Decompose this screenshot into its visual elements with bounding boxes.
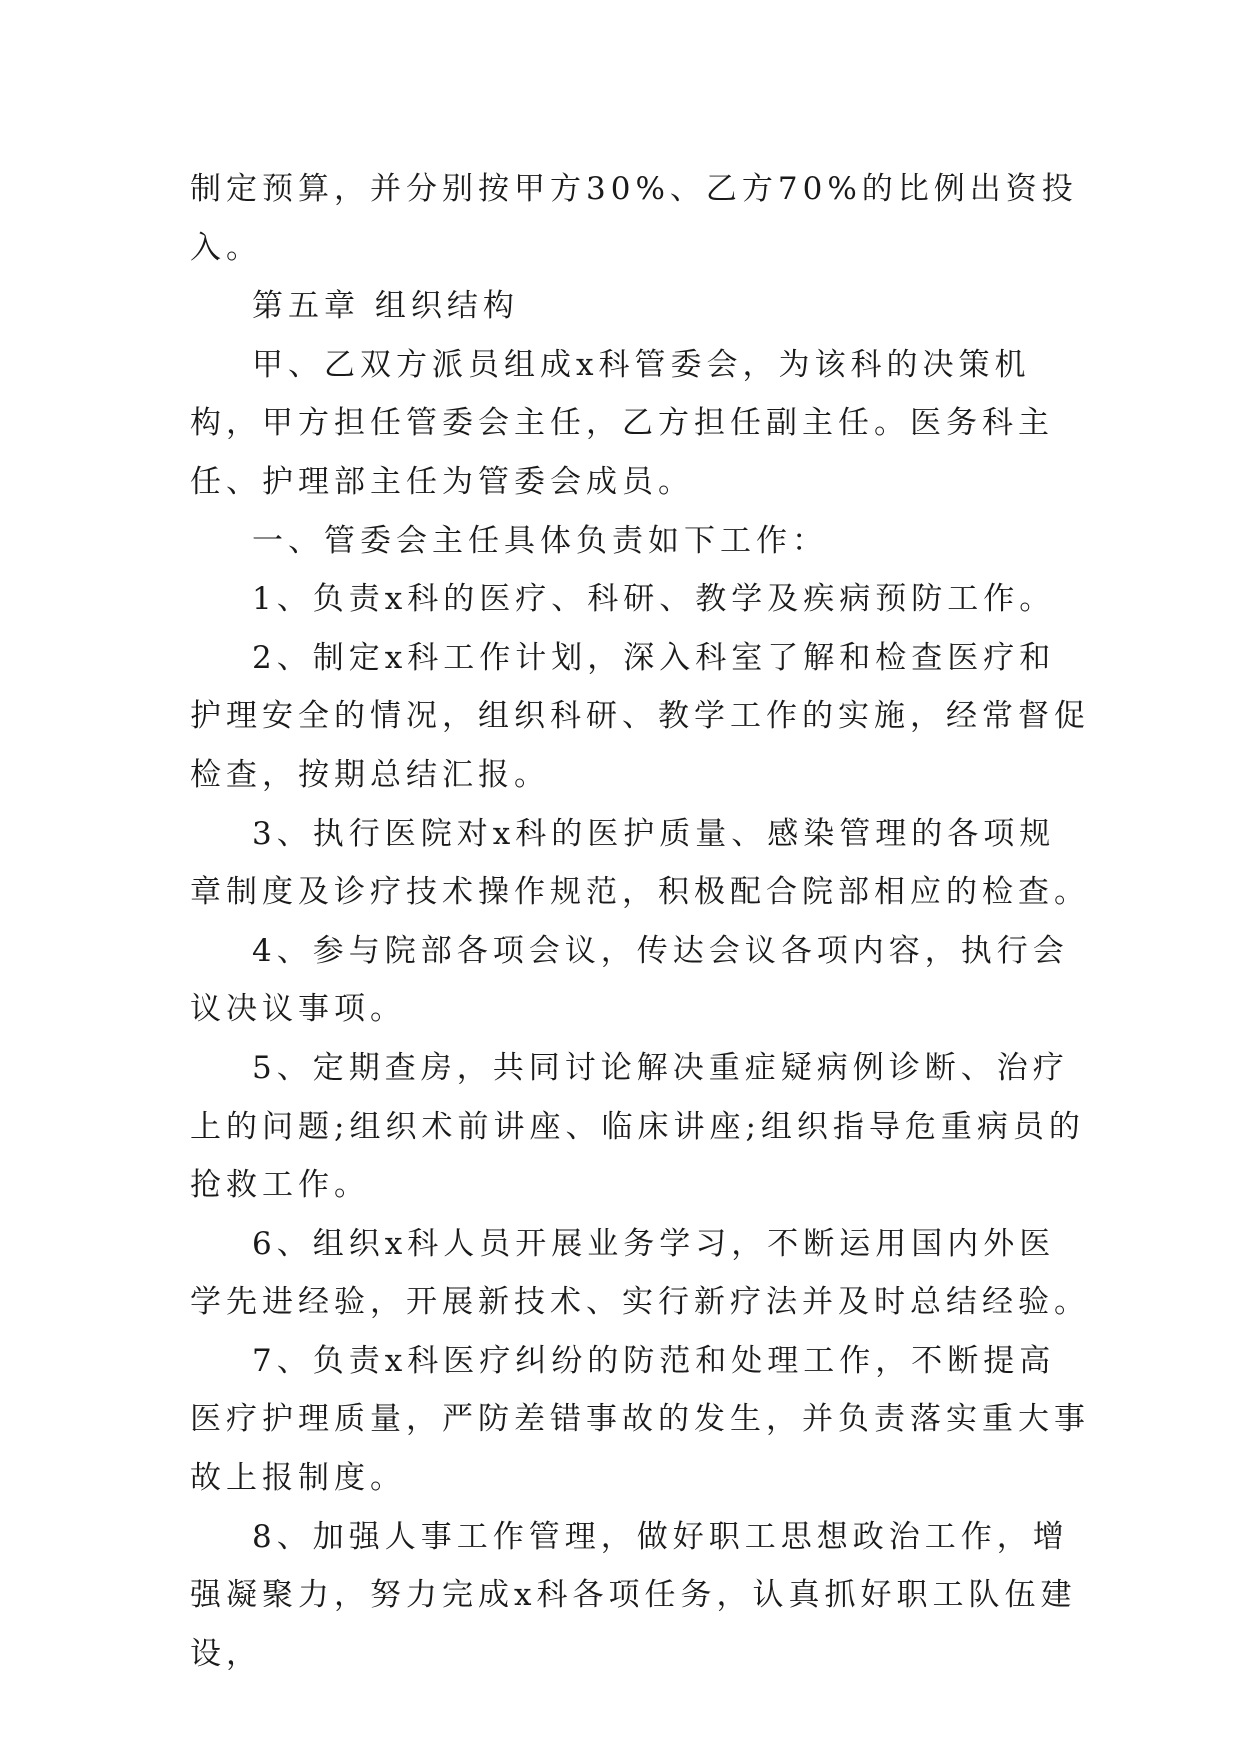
chapter-heading: 第五章 组织结构 (252, 288, 519, 325)
list-item-4: 4、参与院部各项会议，传达会议各项内容，执行会议决议事项。 (190, 932, 1069, 1028)
section-heading: 一、管委会主任具体负责如下工作： (252, 522, 828, 559)
list-item-8: 8、加强人事工作管理，做好职工思想政治工作，增强凝聚力，努力完成x科各项任务，认真抓好职工队伍建设， (190, 1518, 1077, 1672)
list-item-2: 2、制定x科工作计划，深入科室了解和检查医疗和护理安全的情况，组织科研、教学工作的实施，经常督促检查，按期总结汇报。 (190, 639, 1090, 793)
list-item-5: 5、定期查房，共同讨论解决重症疑病例诊断、治疗上的问题;组织术前讲座、临床讲座;组织指导危重病员的抢救工作。 (190, 1049, 1085, 1204)
list-item-3: 3、执行医院对x科的医护质量、感染管理的各项规章制度及诊疗技术操作规范，积极配合院部相应的检查。 (190, 815, 1090, 911)
document-body (190, 160, 1090, 1683)
list-item-6: 6、组织x科人员开展业务学习，不断运用国内外医学先进经验，开展新技术、实行新疗法并及时总结经验。 (190, 1225, 1090, 1321)
list-item-7: 7、负责x科医疗纠纷的防范和处理工作，不断提高医疗护理质量，严防差错事故的发生，并负责落实重大事故上报制度。 (190, 1342, 1090, 1497)
list-item-1: 1、负责x科的医疗、科研、教学及疾病预防工作。 (252, 581, 1056, 618)
paragraph-committee: 甲、乙双方派员组成x科管委会，为该科的决策机构，甲方担任管委会主任，乙方担任副主任。医务科主任、护理部主任为管委会成员。 (190, 346, 1054, 500)
paragraph-budget: 制定预算，并分别按甲方30%、乙方70%的比例出资投入。 (190, 171, 1078, 266)
